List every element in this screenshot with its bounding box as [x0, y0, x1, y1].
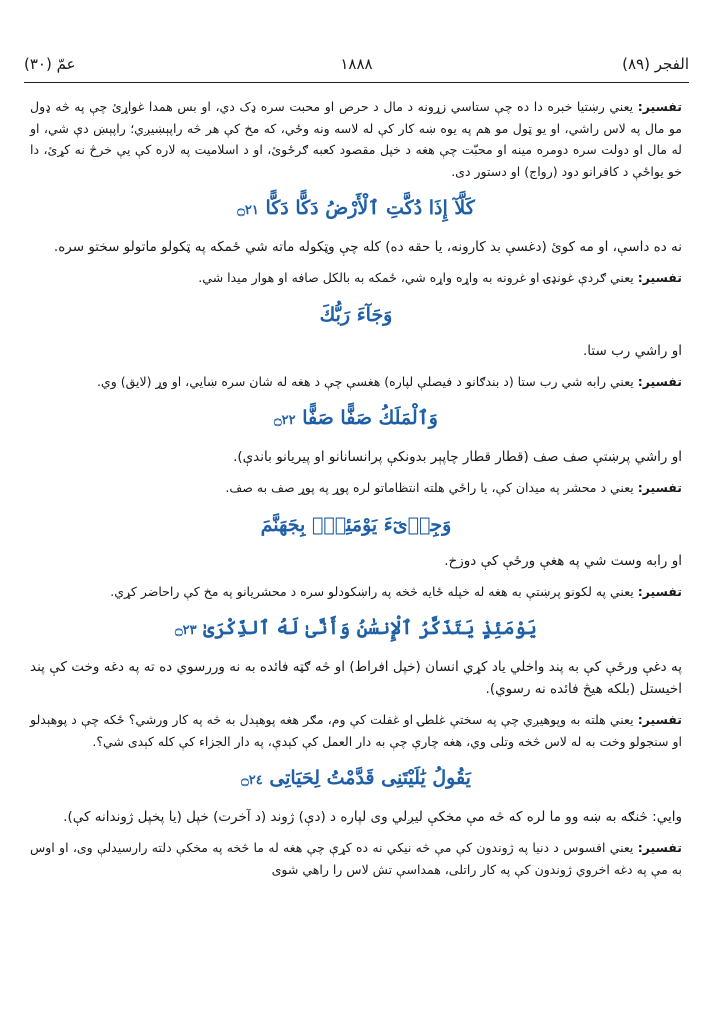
ayah-verse — [30, 401, 682, 438]
ayah-number-mark: ۝٢٢ — [274, 413, 296, 428]
tafsir-text: يعني رابه شي رب ستا (د بندګانو د فيصلې لپاره) هغسې چې د هغه له شان سره ښايي، او وړ (لايق) وي. — [96, 373, 634, 389]
tafsir-text: يعني رښتيا خبره دا ده چې ستاسي زړونه د مال د حرص او محبت سره ډک دي، او بس همدا غواړئ چې په څه ډول مو مال په لاس راشي، او يو ټول مو هم په يوه ښه کار کې له لاسه ونه وځي، که مخ کې هر څه راپېښيږي؛ راپېښ دې شي، او له مال او دولت سره دومره مينه او محبّت چې هغه د خپل مقصود کعبه ګرځوئ، او د اسلاميت په لاره کې يې خرڅ نه کړئ، دا خو يواځې د کافرانو دود (رواج) او دستور دی. — [30, 99, 682, 179]
ayah-verse — [30, 761, 682, 798]
tafsir-label: تفسير: — [637, 480, 682, 495]
ayah-verse — [30, 191, 682, 228]
tafsir-text: يعني ګردې غونډۍ او غرونه به واړه واړه شي، ځمکه به بالکل صافه او هوار ميدا شي. — [198, 270, 634, 285]
translation-paragraph: او رابه وست شي په هغې ورځې کې دوزخ. — [444, 552, 682, 569]
tafsir-paragraph — [30, 837, 682, 880]
ayah-text: وَجَآءَ رَبُّكَ — [319, 303, 393, 326]
tafsir-paragraph — [30, 267, 682, 289]
ayah-text: وَجِا۟ىٓءَ يَوْمَئِذٍۭ بِجَهَنَّمَ — [260, 513, 452, 536]
tafsir-text: يعني افسوس د دنيا په ژوندون کې مې څه نيکي نه ده کړې چې هغه له ما څخه په مخکې دلته رارسيدلې وی، او اوس به مې په دغه اخروي ژوندون کې په کار راتلی، همداسې تش لاس را راهي شوی — [30, 840, 682, 877]
tafsir-paragraph — [30, 96, 682, 182]
ayah-text: وَٱلْمَلَكُ صَفًّا صَفًّا — [302, 407, 438, 429]
ayah-number-mark: ۝٢٣ — [175, 623, 197, 638]
ayah-text: يَقُولُ يَٰلَيْتَنِى قَدَّمْتُ لِحَيَاتِى — [269, 767, 471, 789]
ayah-text: يَوْمَئِذٍ يَتَذَكَّرُ ٱلْإِنسَٰنُ وَأَنَّىٰ لَهُ ٱلذِّكْرَىٰ — [203, 617, 537, 639]
translation-paragraph: نه ده داسې، او مه کوئ (دغسې بد کارونه، يا حقه ده) کله چې وټکوله ماته شي ځمکه په ټکولو ماتولو سختو سره. — [53, 239, 682, 255]
ayah-verse — [30, 611, 682, 648]
surah-name: الفجر (٨٩) — [622, 55, 689, 73]
tafsir-label: تفسير: — [637, 99, 682, 114]
translation-paragraph: وايي: څنګه به ښه وو ما لره که څه مې مخکې ليږلي وی لپاره د (دې) ژوند (د آخرت) خپل (يا پخپل ژوندانه کې). — [63, 809, 682, 825]
page-header — [24, 55, 689, 79]
tafsir-label: تفسير: — [637, 840, 682, 855]
translation-paragraph: او راشي پرښتې صف صف (قطار قطار چاپېر بدونکې پرانسانانو او پيريانو باندې). — [233, 449, 682, 465]
tafsir-text: يعني هلته به وپوهيږي چې په سختې غلطۍ او غفلت کې وم، مګر هغه پوهېدل به څه په کار ورشي؟ ځکه چې د پوهېدلو او سنجولو وخت به له لاس څخه وتلی وي، هغه چارې چې به دار العمل کې کېدې، په دار الجزاء کې کله کېدی شي؟. — [30, 712, 682, 749]
tafsir-paragraph — [30, 709, 682, 752]
ayah-number-mark: ۝٢٤ — [241, 773, 263, 788]
ayah-verse — [30, 508, 682, 542]
header-divider — [24, 82, 689, 83]
tafsir-label: تفسير: — [637, 712, 682, 727]
tafsir-label: تفسير: — [637, 270, 682, 285]
page-content — [30, 96, 682, 889]
translation-paragraph: په دغې ورځې کې به پند واخلي ياد کړي انسان (خپل افراط) او څه ګټه فائده به نه وررسوي ده ته په دغه وخت کې پند اخيستل (بلکه هيڅ فائده نه رسوي). — [30, 659, 682, 697]
tafsir-paragraph — [30, 581, 682, 603]
translation-paragraph: او راشي رب ستا. — [583, 342, 682, 359]
tafsir-paragraph — [30, 477, 682, 499]
ayah-verse — [30, 298, 682, 332]
tafsir-label: تفسير: — [637, 373, 682, 389]
tafsir-label: تفسير: — [637, 583, 682, 599]
tafsir-paragraph — [30, 371, 682, 393]
ayah-number-mark: ۝٢١ — [237, 203, 259, 218]
ayah-text: كَلَّآ إِذَا دُكَّتِ ٱلْأَرْضُ دَكًّا دَكًّا — [265, 197, 475, 219]
juz-name: عمّ (٣٠) — [24, 55, 76, 73]
page-number: ١٨٨٨ — [340, 55, 373, 73]
tafsir-text: يعني په لکونو پرښتې به هغه له خپله ځايه څخه په راښکودلو سره د محشريانو په مخ کې راحاضر کړي. — [110, 583, 634, 599]
tafsir-text: يعني د محشر په ميدان کې، يا راځي هلته انتظاماتو لره پوړ په پوړ صف به صف. — [225, 480, 634, 495]
